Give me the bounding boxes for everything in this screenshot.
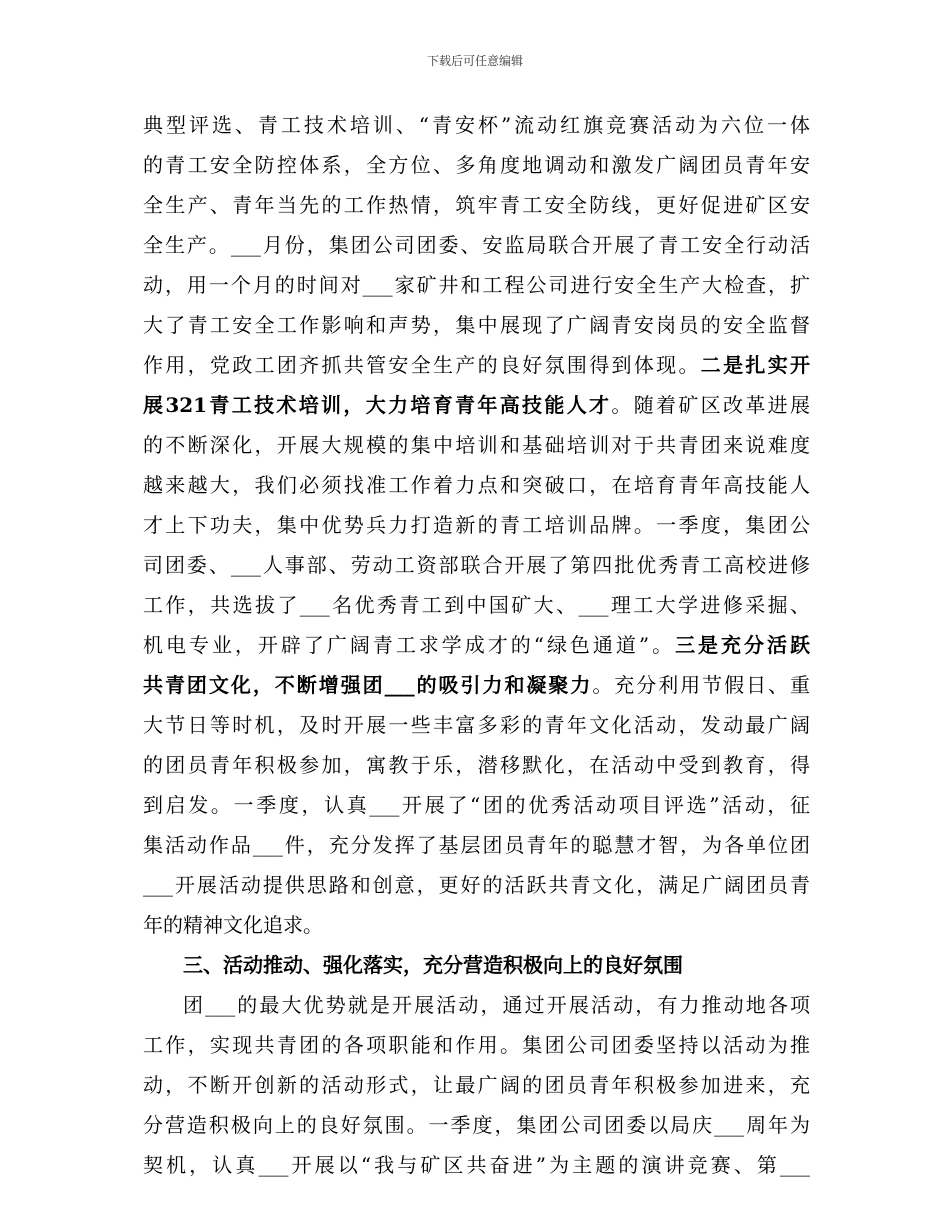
text-line <box>143 668 810 702</box>
text-line <box>143 468 810 502</box>
text-segment: 。随着矿区改革进展 <box>611 393 811 417</box>
text-line <box>143 188 810 222</box>
text-segment: 工作，共选拔了___名优秀青工到中国矿大、___理工大学进修采掘、 <box>143 593 810 617</box>
section-line: 动，不断开创新的活动形式，让最广阔的团员青年积极参加进来，充 <box>143 1073 810 1097</box>
text-line <box>143 788 810 822</box>
page-header: 下载后可任意编辑 <box>426 54 523 68</box>
text-segment: 全生产、青年当先的工作热情，筑牢青工安全防线，更好促进矿区安 <box>143 193 810 217</box>
text-segment: 到启发。一季度，认真___开展了“团的优秀活动项目评选”活动，征 <box>143 793 810 817</box>
text-segment: 司团委、___人事部、劳动工资部联合开展了第四批优秀青工高校进修 <box>143 553 810 577</box>
text-line <box>143 428 810 462</box>
text-line <box>143 308 810 342</box>
text-line <box>143 628 810 662</box>
text-segment: 典型评选、青工技术培训、“青安杯”流动红旗竞赛活动为六位一体 <box>143 113 810 137</box>
text-segment: 的青工安全防控体系，全方位、多角度地调动和激发广阔团员青年安 <box>143 153 810 177</box>
text-segment: 全生产。___月份，集团公司团委、安监局联合开展了青工安全行动活 <box>143 233 810 257</box>
text-line <box>143 348 810 382</box>
text-segment: 。充分利用节假日、重 <box>592 673 811 697</box>
text-line <box>143 708 810 742</box>
text-line <box>143 228 810 262</box>
text-segment: 大节日等时机，及时开展一些丰富多彩的青年文化活动，发动最广阔 <box>143 713 810 737</box>
text-segment: 年的精神文化追求。 <box>143 913 323 937</box>
text-segment: ___开展活动提供思路和创意，更好的活跃共青文化，满足广阔团员青 <box>143 873 810 897</box>
text-line <box>143 388 810 422</box>
text-segment: 才上下功夫，集中优势兵力打造新的青工培训品牌。一季度，集团公 <box>143 513 810 537</box>
bold-text-segment: 三是充分活跃 <box>675 633 810 657</box>
text-line <box>143 868 810 902</box>
text-segment: 动，用一个月的时间对___家矿井和工程公司进行安全生产大检查，扩 <box>143 273 810 297</box>
section-heading: 三、活动推动、强化落实，充分营造积极向上的良好氛围 <box>183 953 683 977</box>
section-line: 团___的最大优势就是开展活动，通过开展活动，有力推动地各项 <box>183 993 810 1017</box>
text-line <box>143 268 810 302</box>
text-line <box>143 748 810 782</box>
bold-text-segment: 二是扎实开 <box>700 353 811 377</box>
section-line: 工作，实现共青团的各项职能和作用。集团公司团委坚持以活动为推 <box>143 1033 810 1057</box>
bold-text-segment: 展321青工技术培训，大力培育青年高技能人才 <box>143 393 612 417</box>
bold-text-segment: 共青团文化，不断增强团___的吸引力和凝聚力 <box>143 673 593 697</box>
text-line <box>143 108 810 142</box>
text-segment: 的团员青年积极参加，寓教于乐，潜移默化，在活动中受到教育，得 <box>143 753 810 777</box>
text-line <box>143 908 810 942</box>
section-line: 契机，认真___开展以“我与矿区共奋进”为主题的演讲竞赛、第___ <box>143 1153 810 1177</box>
text-segment: 的不断深化，开展大规模的集中培训和基础培训对于共青团来说难度 <box>143 433 810 457</box>
text-line <box>143 508 810 542</box>
text-segment: 集活动作品___件，充分发挥了基层团员青年的聪慧才智，为各单位团 <box>143 833 810 857</box>
text-line <box>143 548 810 582</box>
text-line <box>143 828 810 862</box>
text-segment: 机电专业，开辟了广阔青工求学成才的“绿色通道”。 <box>143 633 676 657</box>
text-line <box>143 588 810 622</box>
text-line <box>143 148 810 182</box>
text-segment: 越来越大，我们必须找准工作着力点和突破口，在培育青年高技能人 <box>143 473 810 497</box>
section-line: 分营造积极向上的良好氛围。一季度，集团公司团委以局庆___周年为 <box>143 1113 810 1137</box>
text-segment: 大了青工安全工作影响和声势，集中展现了广阔青安岗员的安全监督 <box>143 313 810 337</box>
text-segment: 作用，党政工团齐抓共管安全生产的良好氛围得到体现。 <box>143 353 701 377</box>
